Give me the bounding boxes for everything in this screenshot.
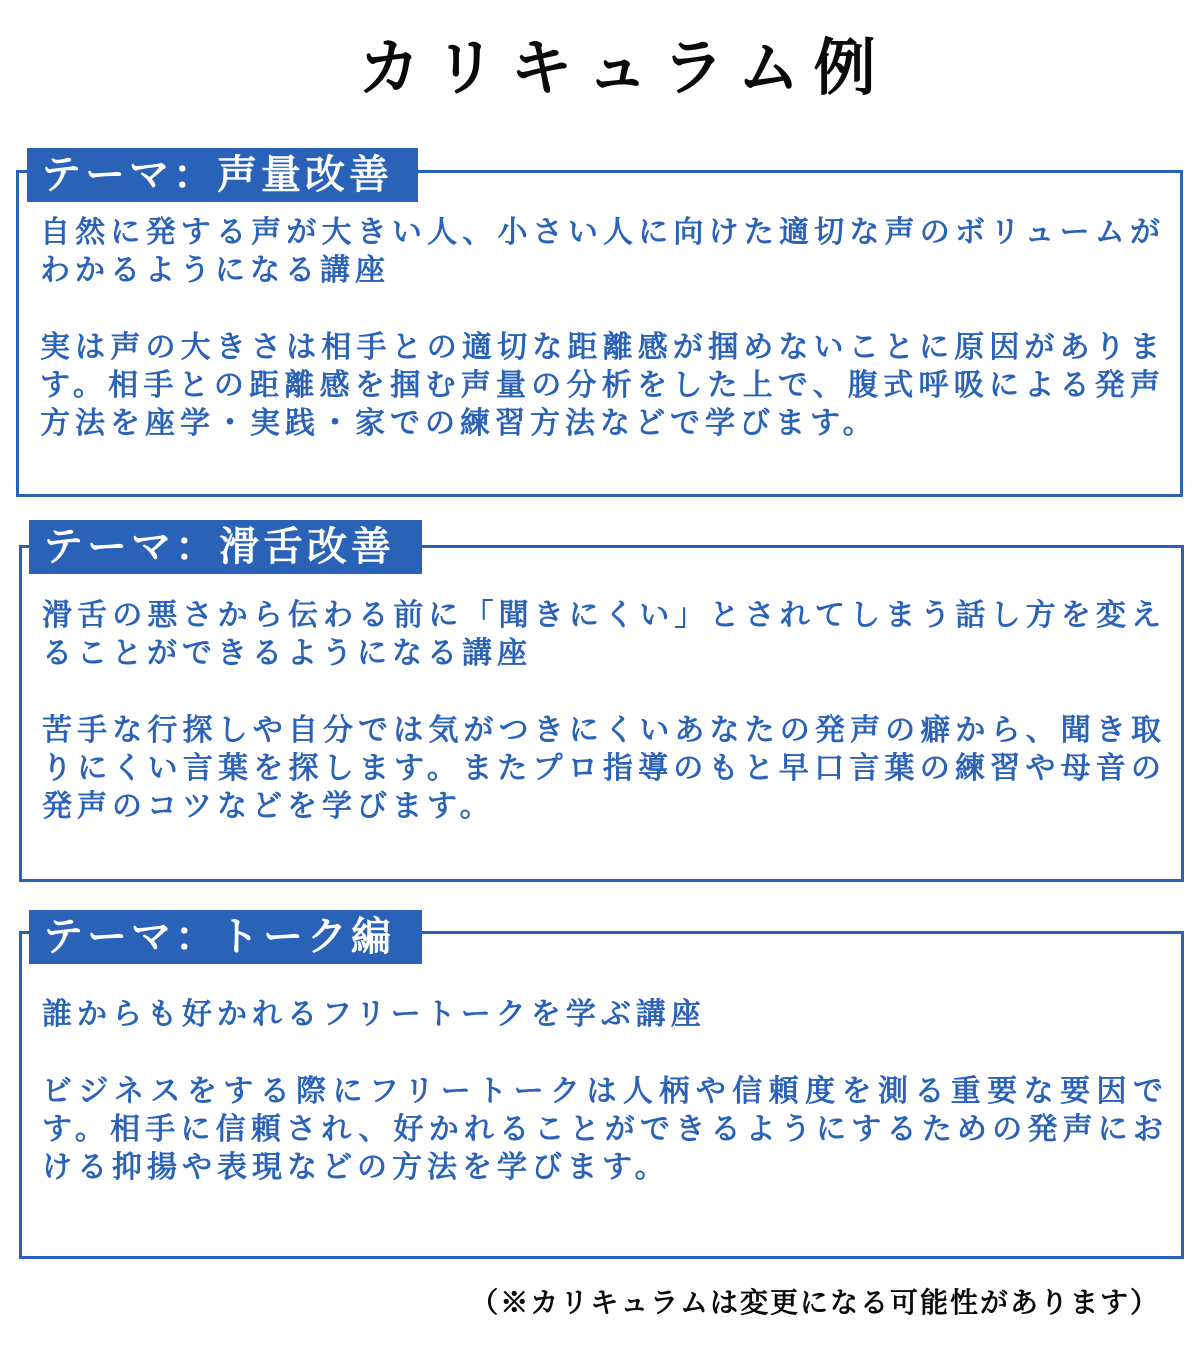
theme-summary: 誰からも好かれるフリートークを学ぶ講座	[42, 997, 706, 1032]
theme-summary: 滑舌の悪さから伝わる前に「聞きにくい」とされてしまう話し方を変えることができるようになる講座	[42, 598, 1166, 671]
theme-detail: 苦手な行探しや自分では気がつきにくいあなたの発声の癖から、聞き取りにくい言葉を探します。またプロ指導のもと早口言葉の練習や母音の発声のコツなどを学びます。	[42, 713, 1166, 824]
theme-body-talk	[42, 996, 1168, 1187]
theme-detail: 実は声の大きさは相手との適切な距離感が掴めないことに原因があります。相手との距離感を掴む声量の分析をした上で、腹式呼吸による発声方法を座学・実践・家での練習方法などで学びます。	[40, 330, 1165, 441]
page-title: カリキュラム例	[358, 31, 890, 104]
theme-body-articulation	[42, 597, 1166, 826]
theme-body-voice-volume	[40, 214, 1165, 443]
theme-detail: ビジネスをする際にフリートークは人柄や信頼度を測る重要な要因です。相手に信頼され、好かれることができるようにするための発声における抑揚や表現などの方法を学びます。	[42, 1074, 1168, 1185]
footnote: （※カリキュラムは変更になる可能性があります）	[470, 1286, 1160, 1319]
theme-label-articulation: テーマ：滑舌改善	[29, 520, 422, 574]
theme-summary: 自然に発する声が大きい人、小さい人に向けた適切な声のボリュームがわかるようになる講座	[40, 215, 1165, 288]
theme-label-voice-volume: テーマ：声量改善	[27, 148, 418, 202]
theme-label-talk: テーマ：トーク編	[29, 910, 422, 964]
